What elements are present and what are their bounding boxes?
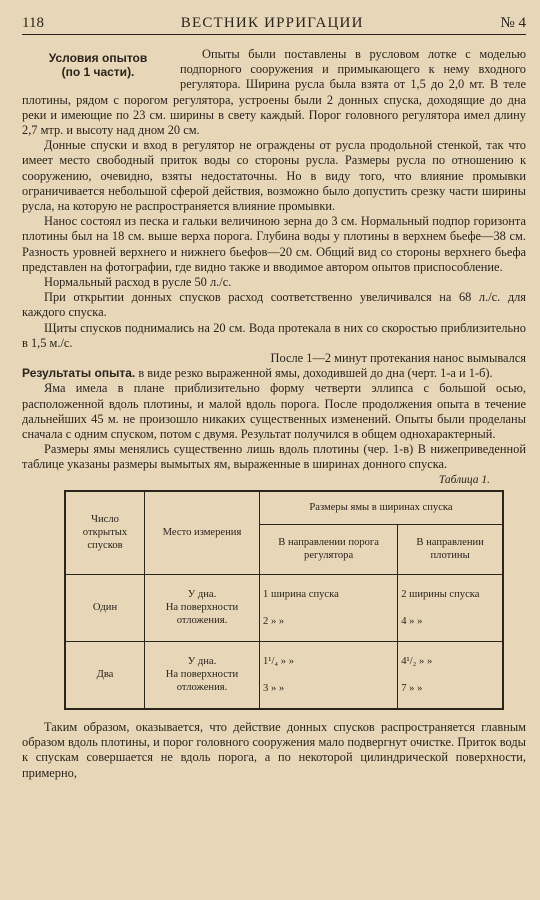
- place-cell: У дна. На поверхности отложения.: [145, 574, 260, 641]
- page-number: 118: [22, 15, 44, 31]
- paragraph-lead: После 1—2 минут протекания нанос вымывался: [270, 351, 526, 366]
- journal-title: ВЕСТНИК ИРРИГАЦИИ: [180, 15, 364, 31]
- count-cell: Два: [65, 641, 145, 709]
- header-dam: В направлении плотины: [398, 524, 503, 574]
- paragraph: Таким образом, оказывается, что действие донных спусков распространяется главным образом вдоль плотины, и порог головного сооружения мало подвергнут очистке. Приток воды к спускам совершается не вдоль порога, а по некоторой цилиндрической поверхности, примерно,: [22, 719, 526, 780]
- header-group: Размеры ямы в ширинах спуска: [260, 491, 504, 525]
- paragraph: При открытии донных спусков расход соответственно увеличивался на 68 л./с. для каждого спуска.: [22, 290, 526, 320]
- count-cell: Один: [65, 574, 145, 641]
- dam-cell: 4¹/₂ » » 7 » »: [398, 641, 503, 709]
- article-body: [22, 47, 526, 781]
- table-caption: Таблица 1.: [438, 473, 490, 486]
- results-table: [64, 490, 504, 710]
- paragraph: Донные спуски и вход в регулятор не ограждены от русла продольной стенкой, так что имеет место свободный приток воды со стороны русла. Размеры русла по отношению к сооружению, очевидно, взяты недостаточны. Но в виду того, что влияние промывки ограничивается небольшой сферой действия, возможно было допустить срезку части ширины русла, на которую не распространяется влияние промывки.: [22, 138, 526, 214]
- reg-cell: 1¹/₄ » » 3 » »: [260, 641, 398, 709]
- header-place: Место измерения: [145, 491, 260, 575]
- paragraph: Нормальный расход в русле 50 л./с.: [44, 275, 232, 290]
- dam-cell: 2 ширины спуска 4 » »: [398, 574, 503, 641]
- paragraph: Нанос состоял из песка и гальки величиною зерна до 3 см. Нормальный подпор горизонта плотины был на 18 см. выше верха порога. Глубина воды у плотины в верхнем бьефе—38 см. Разность уровней верхнего и нижнего бьефов—20 см. Общий вид со стороны верхнего бьефа представлен на фотографии, где видно также и вводимое автором опытов приспособление.: [22, 214, 526, 274]
- place-cell: У дна. На поверхности отложения.: [145, 641, 260, 709]
- running-header: [22, 10, 526, 35]
- paragraph: Опыты были поставлены в русловом лотке с моделью подпорного сооружения и примыкающего к нему входного регулятора. Ширина русла была взята от 1,5 до 2,0 мт. В теле плотины, рядом с порогом регулятора, устроены были 2 донных спуска, доходящие до дна реки и имеющие по 23 см. ширины в свету каждый. Порог головного регулятора имел длину 2,7 мтр. и высоту над дном 20 см.: [22, 47, 526, 138]
- header-count: Число открытых спусков: [65, 491, 145, 575]
- reg-cell: 1 ширина спуска 2 » »: [260, 574, 398, 641]
- section-heading-conditions: Условия опытов (по 1 части).: [48, 51, 148, 79]
- paragraph-results: Результаты опыта. в виде резко выраженной ямы, доходившей до дна (черт. 1-а и 1-б).: [22, 366, 493, 381]
- header-reg: В направлении порога регулятора: [260, 524, 398, 574]
- table-row: [65, 574, 503, 641]
- issue-number: № 4: [500, 15, 526, 31]
- table-row: [65, 641, 503, 709]
- paragraph: Размеры ямы менялись существенно лишь вдоль плотины (чер. 1-в) В нижеприведенной таблице указаны размеры вымытых ям, выраженные в ширинах донного спуска.: [22, 442, 526, 472]
- paragraph: Яма имела в плане приблизительно форму четверти эллипса с большой осью, расположенной вдоль плотины, и малой вдоль порога. После продолжения опыта в течение дальнейших 45 м. не произошло никаких существенных изменений. Опыты были проделаны сначала с одним спуском, потом с двумя. Результат получился в общем однохарактерный.: [22, 381, 526, 442]
- section-heading-results: Результаты опыта.: [22, 366, 136, 381]
- paragraph: Щиты спусков поднимались на 20 см. Вода протекала в них со скоростью приблизительно в 1,5 м./с.: [22, 320, 526, 350]
